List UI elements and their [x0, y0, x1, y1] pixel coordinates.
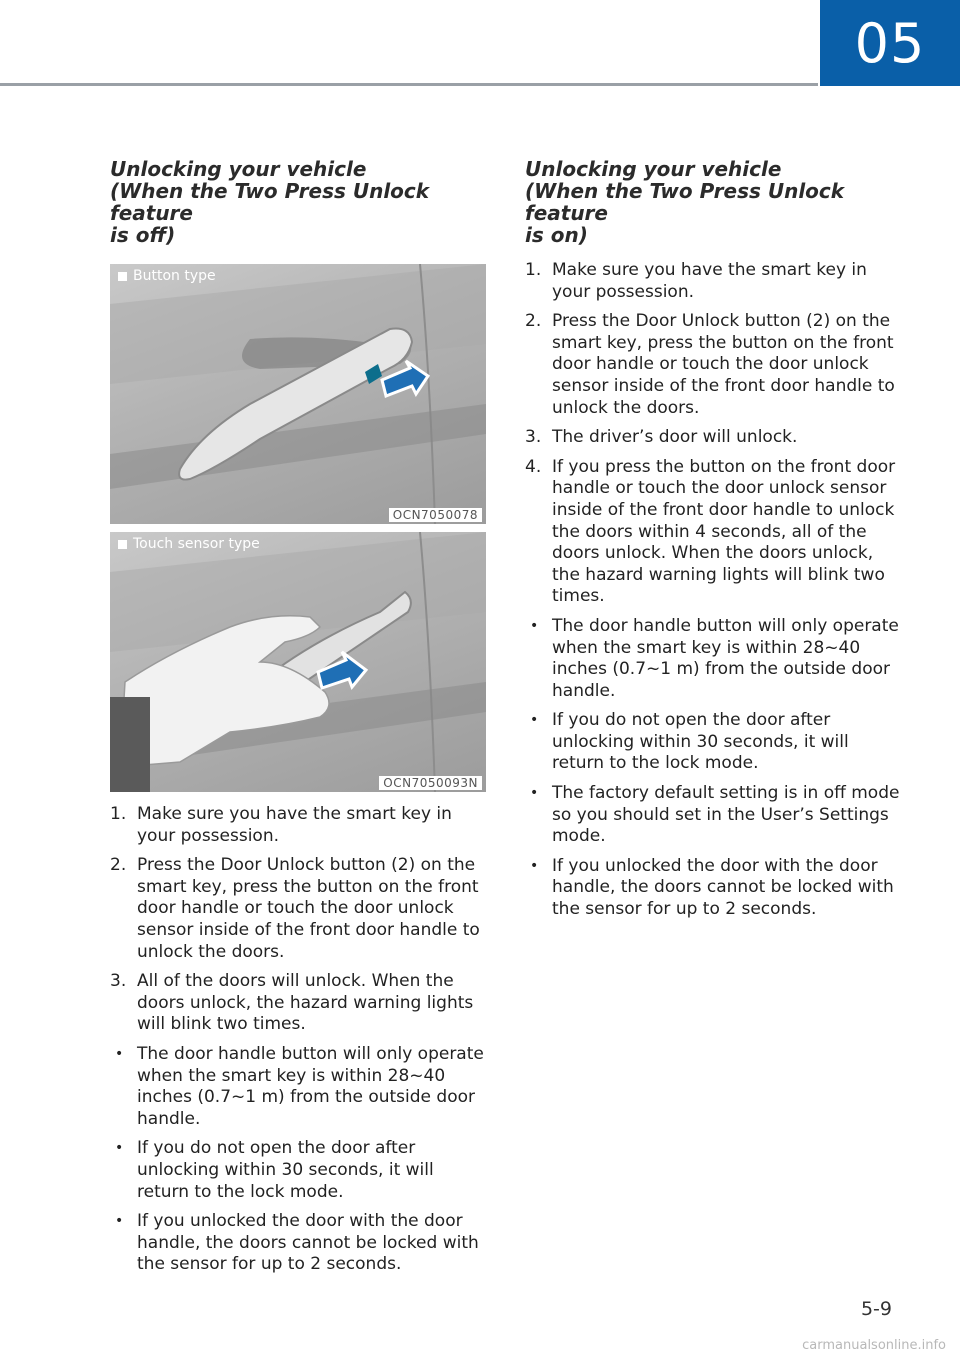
section-title-on: [525, 158, 905, 246]
section-title-off: [110, 158, 488, 246]
list-item: [110, 971, 488, 1036]
note-text: If you do not open the door after unlocking within 30 seconds, it will return to the lock mode.: [137, 1138, 434, 1202]
step-text: All of the doors will unlock. When the doors unlock, the hazard warning lights will blink two times.: [137, 971, 474, 1035]
bullet-icon: •: [530, 617, 539, 634]
left-column: [110, 158, 488, 1284]
step-number: 3.: [110, 971, 127, 992]
door-handle-button-illustration: [110, 264, 486, 524]
note-text: If you unlocked the door with the door handle, the doors cannot be locked with the sensor for up to 2 seconds.: [137, 1211, 479, 1275]
title-line: (When the Two Press Unlock feature: [110, 179, 430, 225]
bullet-icon: •: [115, 1045, 124, 1062]
title-line: (When the Two Press Unlock feature: [525, 179, 845, 225]
figure-button-type: [110, 264, 486, 524]
figure-caption: [118, 536, 260, 552]
steps-list: [525, 260, 905, 608]
list-item: [110, 1044, 488, 1130]
list-item: [110, 1138, 488, 1203]
figure-caption: [118, 268, 216, 284]
page-number: 5-9: [860, 1298, 892, 1320]
figure-caption-text: Button type: [133, 268, 216, 284]
step-text: If you press the button on the front door handle or touch the door unlock sensor inside of the front door handle to unlock the doors within 4 seconds, all of the doors unlock. When the doors unlock, the hazard warning lights will blink two times.: [552, 456, 896, 607]
watermark: carmanualsonline.info: [802, 1338, 946, 1353]
title-line: Unlocking your vehicle: [525, 157, 782, 181]
chapter-tab: [820, 0, 960, 86]
note-text: The door handle button will only operate when the smart key is within 28~40 inches (0.7~1 m) from the outside door handle.: [552, 615, 899, 701]
chapter-number: 05: [854, 11, 926, 75]
figure-touch-sensor-type: [110, 532, 486, 792]
list-item: [525, 457, 905, 608]
right-column: [525, 158, 905, 929]
figure-code: OCN7050078: [389, 508, 482, 522]
step-text: Make sure you have the smart key in your possession.: [137, 804, 452, 846]
figure-code: OCN7050093N: [379, 776, 482, 790]
step-number: 3.: [525, 427, 542, 448]
note-text: The door handle button will only operate when the smart key is within 28~40 inches (0.7~1 m) from the outside door handle.: [137, 1043, 484, 1129]
title-line: is on): [525, 223, 588, 247]
step-text: Press the Door Unlock button (2) on the smart key, press the button on the front door handle or touch the door unlock sensor inside of the front door handle to unlock the doors.: [137, 855, 480, 962]
step-number: 1.: [110, 804, 127, 824]
list-item: [110, 1211, 488, 1276]
bullet-icon: •: [115, 1140, 124, 1157]
square-bullet-icon: [118, 272, 127, 281]
list-item: [525, 260, 905, 303]
header-rule: [0, 83, 818, 86]
bullet-icon: •: [115, 1213, 124, 1230]
notes-list: [525, 616, 905, 921]
bullet-icon: •: [530, 712, 539, 729]
step-number: 1.: [525, 260, 542, 280]
door-handle-touch-illustration: [110, 532, 486, 792]
step-number: 2.: [110, 855, 127, 876]
step-number: 4.: [525, 456, 542, 477]
bullet-icon: •: [530, 785, 539, 802]
notes-list: [110, 1044, 488, 1276]
list-item: [525, 427, 905, 449]
step-text: Press the Door Unlock button (2) on the smart key, press the button on the front door handle or touch the door unlock sensor inside of the front door handle to unlock the doors.: [552, 311, 895, 418]
note-text: If you do not open the door after unlocking within 30 seconds, it will return to the lock mode.: [552, 710, 849, 774]
square-bullet-icon: [118, 540, 127, 549]
figure-caption-text: Touch sensor type: [133, 536, 260, 552]
note-text: If you unlocked the door with the door handle, the doors cannot be locked with the sensor for up to 2 seconds.: [552, 855, 894, 920]
list-item: [525, 311, 905, 419]
list-item: [525, 856, 905, 921]
list-item: [110, 855, 488, 963]
list-item: [525, 616, 905, 702]
step-text: Make sure you have the smart key in your possession.: [552, 260, 867, 302]
steps-list: [110, 804, 488, 1036]
list-item: [110, 804, 488, 847]
step-number: 2.: [525, 311, 542, 332]
list-item: [525, 710, 905, 775]
note-text: The factory default setting is in off mode so you should set in the User’s Settings mode.: [552, 783, 900, 847]
step-text: The driver’s door will unlock.: [552, 427, 798, 448]
bullet-icon: •: [530, 857, 539, 874]
title-line: Unlocking your vehicle: [110, 157, 367, 181]
title-line: is off): [110, 223, 176, 247]
list-item: [525, 783, 905, 848]
